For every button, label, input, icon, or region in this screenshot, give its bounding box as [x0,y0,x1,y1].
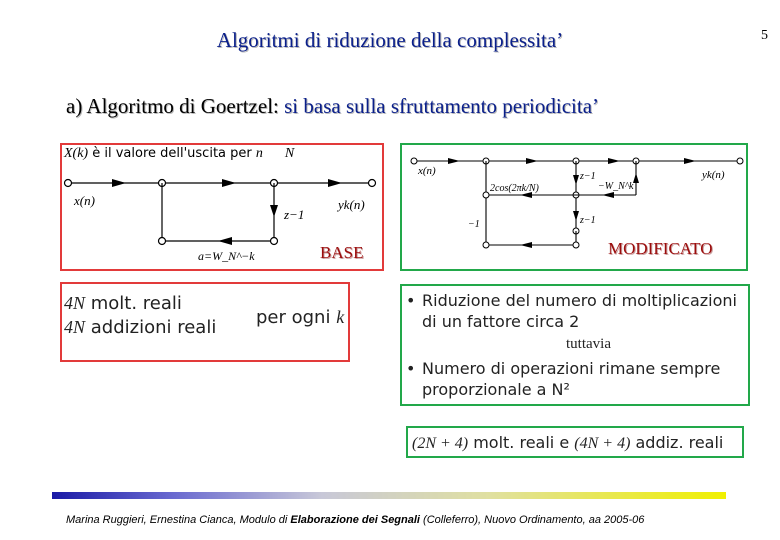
bullet-dot-icon: • [406,291,416,310]
ops-line1-text: molt. reali [85,293,182,314]
footer-course: Elaborazione dei Segnali [290,514,420,526]
bullet-item-2 [406,358,750,400]
mod-delay-label-1: z−1 [580,171,596,182]
base-diagram-box [60,143,384,271]
base-delay-label: z−1 [284,207,305,222]
ops-line2-coef: 4N [64,317,86,337]
bullet-text-2: Numero di operazioni rimane sempre proporzionale a N² [422,359,721,399]
ops-right-var: k [336,307,345,327]
ops-right-text: per ogni [256,307,337,328]
modified-tag: MODIFICATO [608,239,713,258]
base-coeff-label: a=W_N^−k [198,249,255,263]
summary-box [406,426,744,458]
subtitle-highlight: si basa sulla sfruttamento periodicita’ [284,94,600,118]
bullet-item-1 [406,290,750,332]
footer-authors: Marina Ruggieri, Ernestina Cianca, Modulo di [66,514,291,526]
bullet-dot-icon: • [406,359,416,378]
base-tag: BASE [320,243,364,262]
operations-box [60,282,350,362]
summary-mult: (2N + 4) [412,435,469,452]
ops-line-1 [64,292,182,315]
section-subtitle [66,94,599,119]
footer-gradient-bar [52,492,726,499]
ops-line1-coef: 4N [64,293,86,313]
caption-n: n [255,146,263,161]
bullets-box [400,284,750,406]
ops-line2-text: addizioni reali [85,317,217,338]
caption-xk: X(k) [64,146,89,161]
bullets-connector: tuttavia [566,336,611,352]
mod-delay-label-2: z−1 [580,215,596,226]
summary-add-text: addiz. reali [630,433,724,452]
footer-credits [66,514,644,526]
ops-line-2 [64,316,216,339]
base-output-label: yk(n) [338,197,365,212]
base-caption [64,146,294,162]
summary-add: (4N + 4) [574,435,631,452]
mod-minus-one-label: −1 [468,219,480,230]
caption-text: è il valore dell'uscita per [88,146,256,161]
page-title: Algoritmi di riduzione della complessita’ [216,28,564,52]
summary-text [412,433,723,453]
mod-cos-label: 2cos(2πk/N) [490,183,539,194]
base-input-label: x(n) [74,193,95,208]
mod-twiddle-label: −W_N^k [598,181,634,192]
modified-diagram-box [400,143,748,271]
mod-output-label: yk(n) [702,169,725,181]
summary-mult-text: molt. reali e [468,433,575,452]
page-number: 5 [761,28,768,43]
ops-per-k [256,306,344,329]
caption-N: N [284,146,295,161]
subtitle-lead: a) Algoritmo di Goertzel: [66,94,285,118]
mod-input-label: x(n) [418,165,436,177]
bullet-text-1: Riduzione del numero di moltiplicazioni di un fattore circa 2 [422,291,737,331]
footer-rest: (Colleferro), Nuovo Ordinamento, aa 2005-06 [419,514,645,526]
